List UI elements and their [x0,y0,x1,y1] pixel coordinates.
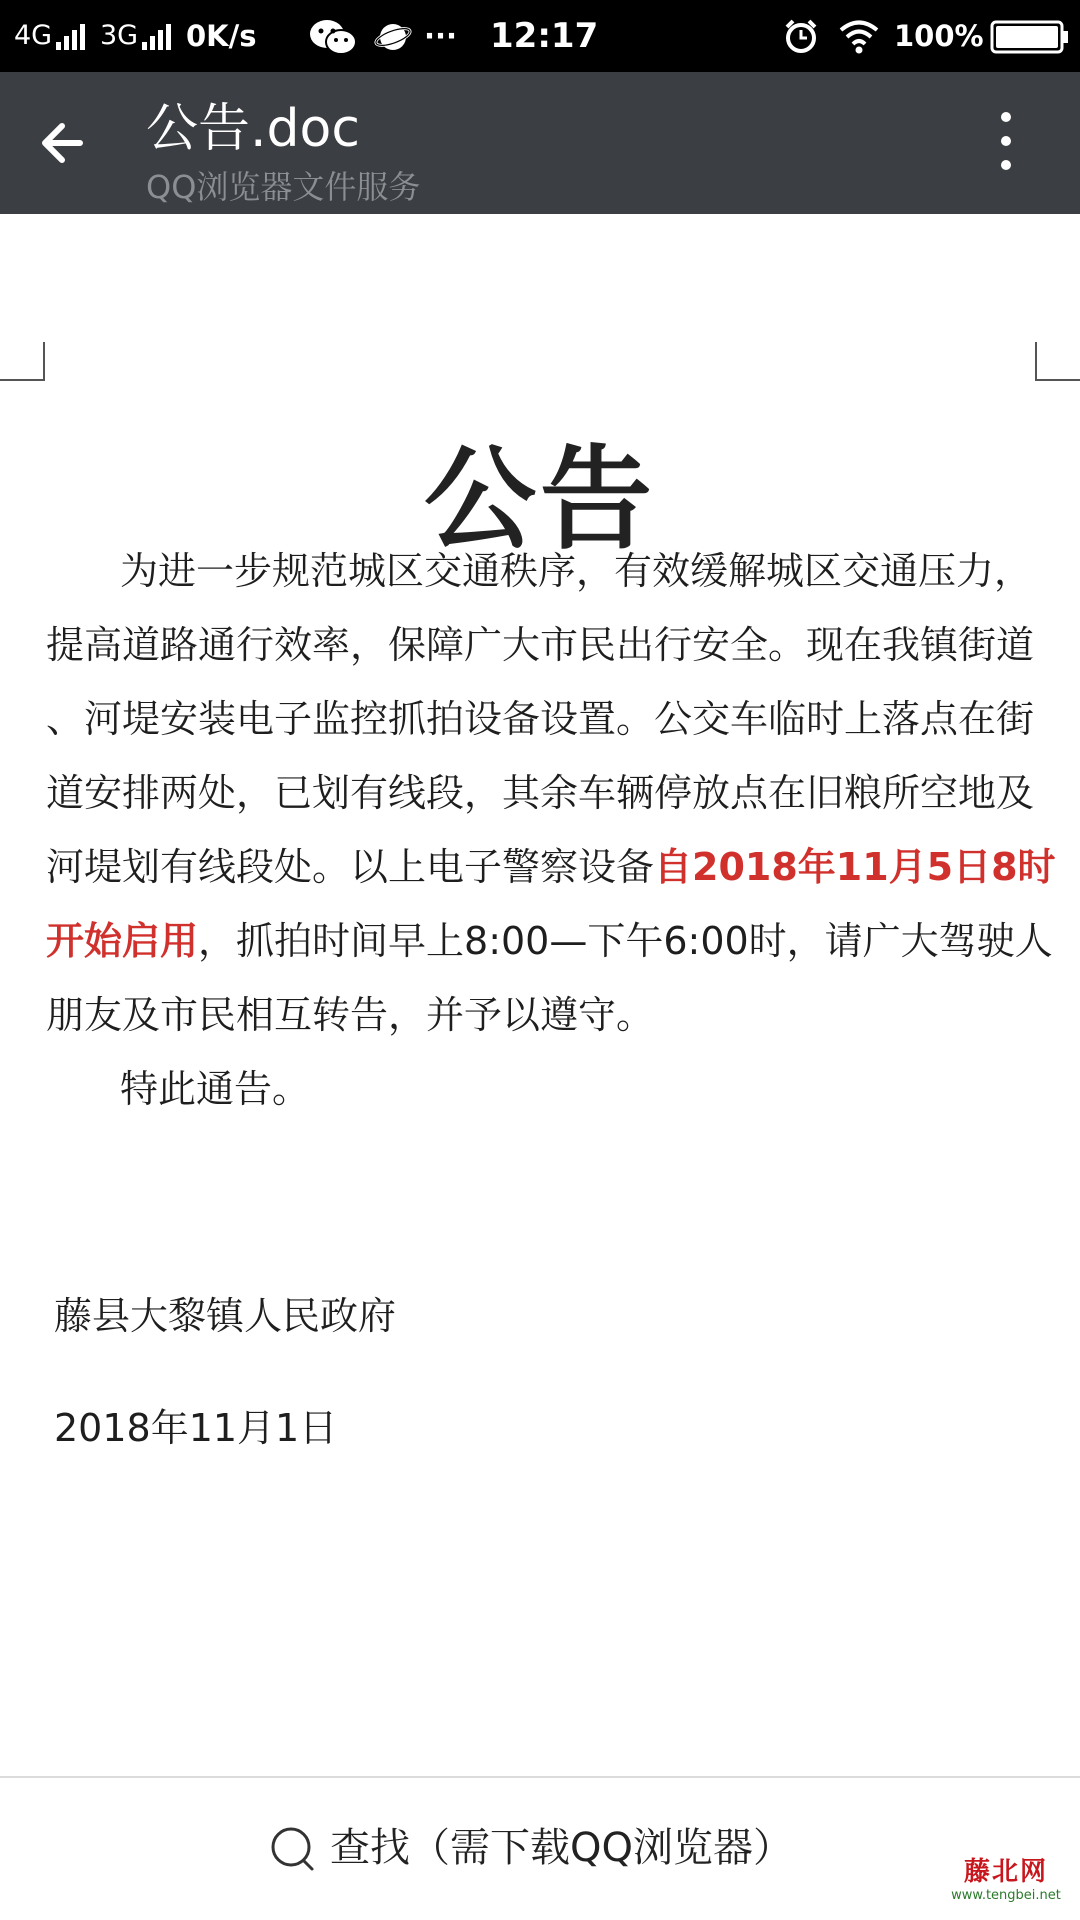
more-notifications: ··· [424,19,458,53]
status-bar [0,0,1080,72]
highlight-enable: 开始启用 [46,919,199,963]
body-line-1: 为进一步规范城区交通秩序，有效缓解城区交通压力， [120,549,1033,593]
search-icon [270,1826,316,1872]
issuer-signature: 藤县大黎镇人民政府 [54,1294,397,1338]
site-watermark [940,1856,1072,1916]
document-title: 公告.doc [146,99,360,159]
body-line-6-text: ，抓拍时间早上8:00—下午6:00时，请广大驾驶人 [198,919,1053,963]
bottom-bar [0,1778,1080,1920]
body-line-4: 道安排两处，已划有线段，其余车辆停放点在旧粮所空地及 [46,771,1035,815]
network-type-3g: 3G [100,20,139,51]
body-line-6 [46,904,1053,978]
body-line-7: 朋友及市民相互转告，并予以遵守。 [46,993,655,1037]
highlight-start-date: 自2018年11月5日8时 [654,845,1056,889]
signal-icon [56,24,86,50]
wifi-icon [838,18,880,54]
find-label: 查找（需下载QQ浏览器） [330,1825,793,1871]
body-line-5 [46,830,1056,904]
watermark-url: www.tengbei.net [951,1888,1061,1903]
alarm-icon [782,18,820,56]
app-header [0,72,1080,214]
battery-icon [990,18,1070,56]
page-corner-mark-right [1034,342,1080,382]
network-speed: 0K/s [186,19,257,53]
closing-line: 特此通告。 [120,1067,311,1111]
body-line-3: 、河堤安装电子监控抓拍设备设置。公交车临时上落点在街 [46,697,1035,741]
signal-icon-2 [142,24,172,50]
page-corner-mark-left [0,342,46,382]
back-arrow-icon[interactable] [30,108,100,178]
more-vertical-icon[interactable] [986,112,1026,176]
body-line-5-text: 河堤划有线段处。以上电子警察设备 [46,845,655,889]
document-viewer[interactable] [0,214,1080,1774]
notice-heading: 公告 [424,435,656,565]
find-button[interactable] [270,1808,810,1888]
browser-icon [374,18,412,56]
document-subtitle: QQ浏览器文件服务 [146,168,421,206]
wechat-icon [308,18,358,56]
network-type-4g: 4G [14,20,53,51]
notice-body [46,534,1056,1126]
issue-date: 2018年11月1日 [54,1406,338,1450]
clock-time: 12:17 [490,16,599,56]
body-line-2: 提高道路通行效率，保障广大市民出行安全。现在我镇街道 [46,623,1035,667]
watermark-name: 藤北网 [963,1857,1048,1887]
battery-percent: 100% [894,19,984,53]
